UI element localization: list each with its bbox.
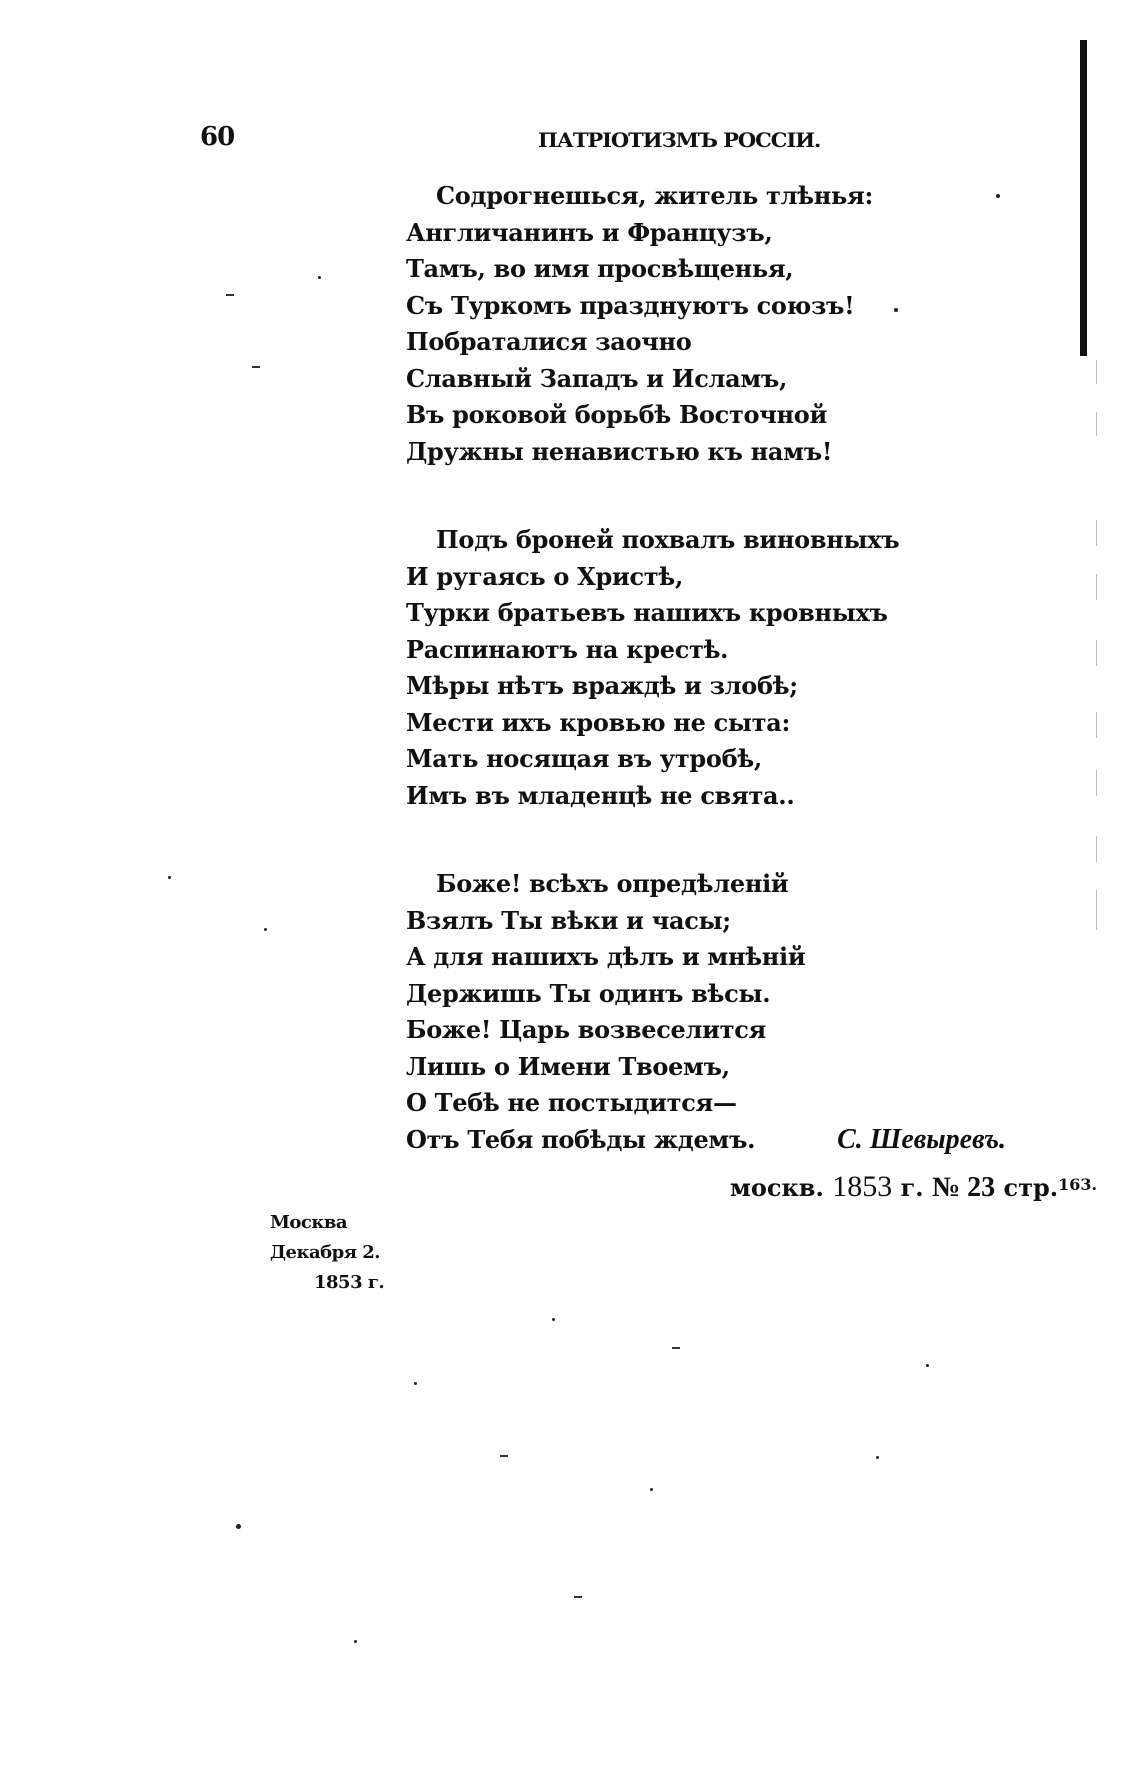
poem-line: Мѣры нѣтъ враждѣ и злобѣ; (406, 671, 798, 700)
scan-dash (574, 1596, 582, 1598)
scan-dash (226, 294, 234, 296)
poem-line: Взялъ Ты вѣки и часы; (406, 905, 731, 935)
stanza-2 (406, 522, 966, 814)
poem-line: Держишь Ты одинъ вѣсы. (406, 978, 771, 1008)
scan-dash (252, 366, 260, 368)
stanza-1 (406, 178, 966, 470)
scan-speck (168, 876, 171, 879)
margin-rule (1096, 890, 1097, 930)
scan-speck (318, 276, 321, 279)
scan-speck (552, 1318, 555, 1321)
source-page: 163. (1058, 1175, 1098, 1194)
poem-line: Распинаютъ на крестѣ. (406, 634, 729, 664)
scan-dash (500, 1455, 508, 1457)
margin-rule (1096, 836, 1097, 862)
margin-rule (1096, 520, 1097, 546)
dateline-date: Декабря 2. (270, 1242, 381, 1263)
scan-speck (894, 308, 898, 312)
source-page-prefix: стр. (1003, 1173, 1059, 1202)
poem-line: Мать носящая въ утробѣ, (406, 744, 762, 773)
scan-speck (414, 1382, 417, 1385)
poem-line: А для нашихъ дѣлъ и мнѣній (406, 942, 806, 971)
poem-line: Отъ Тебя побѣды ждемъ. (406, 1124, 756, 1154)
source-year-suffix: г. (900, 1173, 924, 1202)
source-citation (730, 1170, 1097, 1204)
running-title: ПАТРІОТИЗМЪ РОССІИ. (538, 128, 821, 152)
poem-line: Турки братьевъ нашихъ кровныхъ (406, 598, 888, 627)
page-number: 60 (200, 122, 235, 152)
author-signature: С. Шевыревъ. (837, 1124, 1006, 1155)
dateline-city: Москва (270, 1212, 348, 1233)
poem-line: Имъ въ младенцѣ не свята.. (406, 780, 795, 810)
poem-line: О Тебѣ не постыдится— (406, 1088, 737, 1117)
poem-line: Англичанинъ и Французъ, (406, 217, 773, 247)
dateline (270, 1208, 384, 1298)
margin-rule (1096, 712, 1097, 738)
right-margin-bar (1080, 40, 1087, 356)
poem-line: Въ роковой борьбѣ Восточной (406, 400, 827, 429)
scan-speck (926, 1364, 929, 1367)
scan-speck (354, 1640, 357, 1643)
source-issue: № 23 (931, 1172, 996, 1203)
poem-line: Съ Туркомъ празднуютъ союзъ! (406, 290, 855, 320)
poem-line: Подъ броней похвалъ виновныхъ (436, 525, 900, 554)
margin-rule (1096, 360, 1097, 384)
dateline-year: 1853 г. (314, 1272, 385, 1293)
poem-line: Боже! Царь возвеселится (406, 1015, 766, 1044)
scan-speck (876, 1456, 879, 1459)
poem (406, 178, 966, 1158)
scan-speck (236, 1524, 241, 1529)
margin-rule (1096, 770, 1097, 796)
source-year: 1853 (832, 1170, 893, 1203)
poem-line: Боже! всѣхъ опредѣленій (436, 869, 789, 898)
margin-rule (1096, 412, 1097, 436)
poem-line: И ругаясь о Христѣ, (406, 561, 684, 591)
poem-line: Тамъ, во имя просвѣщенья, (406, 254, 794, 283)
poem-line: Славный Западъ и Исламъ, (406, 363, 788, 393)
poem-line: Лишь о Имени Твоемъ, (406, 1051, 730, 1081)
poem-line: Дружны ненавистью къ намъ! (406, 436, 833, 466)
margin-rule (1096, 574, 1097, 600)
scan-speck (650, 1488, 653, 1491)
poem-line: Содрогнешься, житель тлѣнья: (436, 181, 874, 210)
poem-line: Мести ихъ кровью не сыта: (406, 707, 791, 737)
scan-speck (996, 194, 1000, 198)
poem-line: Побраталися заочно (406, 327, 692, 356)
stanza-3 (406, 866, 966, 1158)
margin-rule (1096, 640, 1097, 666)
source-prefix: москв. (730, 1173, 824, 1202)
scan-speck (264, 928, 267, 931)
scan-dash (672, 1347, 680, 1349)
